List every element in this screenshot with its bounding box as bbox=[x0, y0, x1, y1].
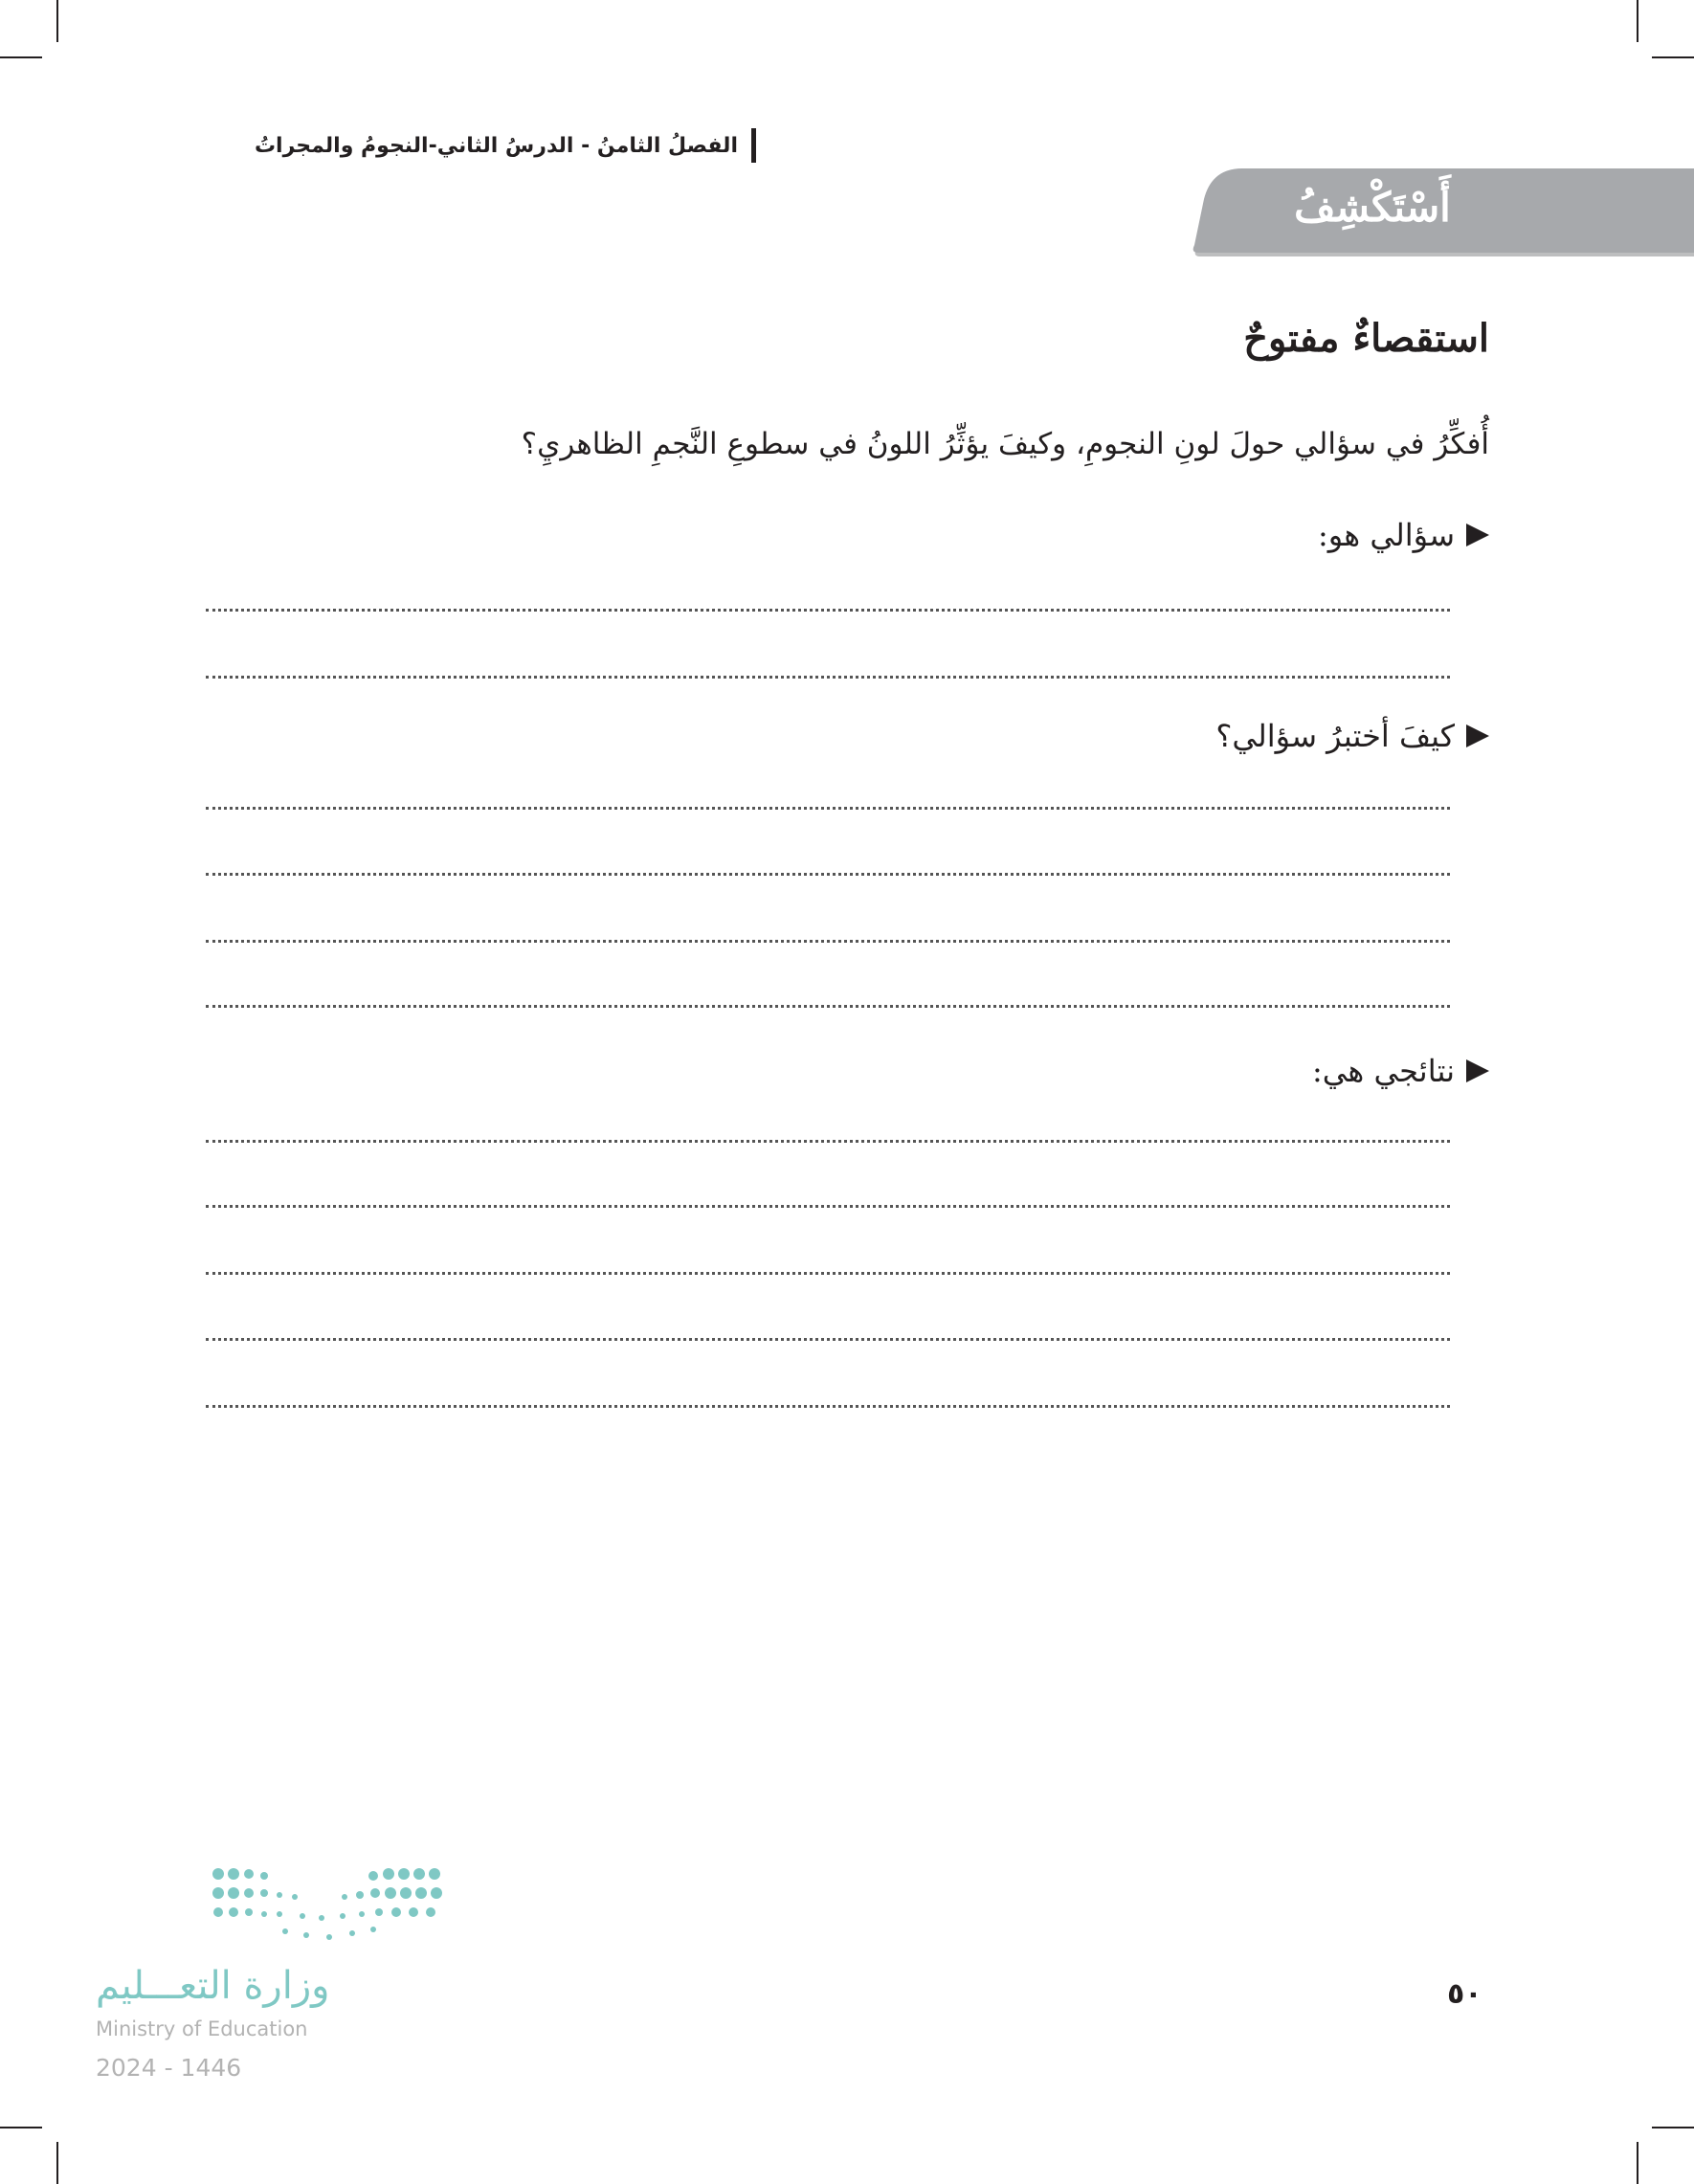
crop-mark bbox=[1637, 2142, 1638, 2184]
prompt-label: سؤالي هو: bbox=[1317, 517, 1455, 553]
crop-mark bbox=[56, 2142, 58, 2184]
prompt-my-question bbox=[1318, 517, 1489, 553]
arrow-icon bbox=[1466, 724, 1489, 747]
answer-line[interactable] bbox=[206, 807, 1450, 810]
answer-line[interactable] bbox=[206, 676, 1450, 679]
activity-title: استقصاءٌ مفتوحٌ bbox=[1243, 316, 1489, 361]
answer-line[interactable] bbox=[206, 1272, 1450, 1275]
running-title: الفصلُ الثامنُ - الدرسُ الثاني-النجومُ والمجراتُ bbox=[254, 133, 738, 158]
answer-line[interactable] bbox=[206, 1140, 1450, 1143]
activity-instruction: أُفكِّرُ في سؤالي حولَ لونِ النجومِ، وكيفَ يؤثِّرُ اللونُ في سطوعِ النَّجمِ الظاهريِ؟ bbox=[521, 427, 1489, 461]
answer-line[interactable] bbox=[206, 873, 1450, 876]
ministry-name-english: Ministry of Education bbox=[96, 2017, 308, 2040]
arrow-icon bbox=[1466, 524, 1489, 546]
arrow-icon bbox=[1466, 1059, 1489, 1082]
crop-mark bbox=[1637, 0, 1638, 42]
running-header bbox=[220, 128, 756, 163]
answer-line[interactable] bbox=[206, 609, 1450, 612]
prompt-how-to-test bbox=[1215, 718, 1489, 754]
crop-mark bbox=[1652, 2127, 1694, 2128]
prompt-label: كيفَ أختبرُ سؤالي؟ bbox=[1215, 718, 1455, 754]
answer-line[interactable] bbox=[206, 1338, 1450, 1341]
answer-line[interactable] bbox=[206, 1005, 1450, 1008]
page-number: ٥٠ bbox=[1447, 1977, 1482, 2011]
header-divider bbox=[751, 128, 756, 163]
section-tab bbox=[1191, 161, 1694, 260]
ministry-logo-dots-icon bbox=[211, 1866, 450, 1945]
prompt-my-results bbox=[1312, 1053, 1489, 1089]
crop-mark bbox=[1652, 56, 1694, 58]
section-tab-label: أَسْتَكْشِفُ bbox=[1294, 184, 1451, 231]
answer-line[interactable] bbox=[206, 1205, 1450, 1208]
ministry-name-arabic: وزارة التعـــليم bbox=[96, 1964, 330, 2008]
answer-line[interactable] bbox=[206, 940, 1450, 943]
edition-years: 2024 - 1446 bbox=[96, 2054, 242, 2082]
crop-mark bbox=[56, 0, 58, 42]
crop-mark bbox=[0, 56, 42, 58]
crop-mark bbox=[0, 2127, 42, 2128]
prompt-label: نتائجي هي: bbox=[1311, 1053, 1455, 1089]
answer-line[interactable] bbox=[206, 1405, 1450, 1408]
